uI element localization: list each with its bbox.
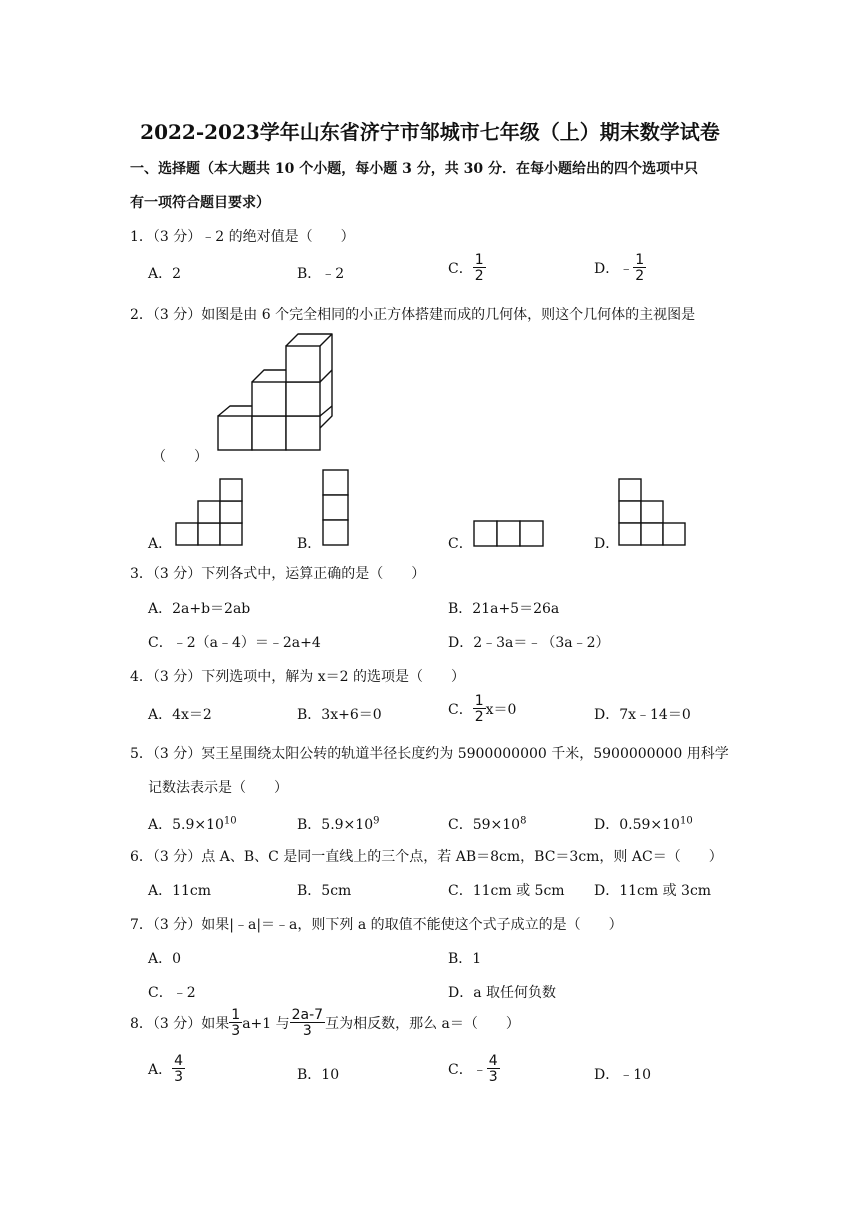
q7-option-a: A．0 — [148, 951, 182, 967]
q2-answer-paren: （ ） — [152, 449, 208, 465]
fraction-numerator: 4 — [174, 1053, 184, 1069]
q4-option-c — [448, 694, 516, 724]
fraction-numerator: 1 — [474, 252, 484, 268]
q8-stem-middle: a+1 与 — [242, 1016, 290, 1032]
section-header-line2: 有一项符合题目要求） — [130, 195, 270, 211]
question-8-stem — [130, 1008, 520, 1038]
q1-option-d — [594, 253, 646, 283]
fraction-numerator: 1 — [231, 1007, 241, 1023]
fraction-numerator: 2a-7 — [291, 1007, 324, 1023]
q8-option-a-fraction — [172, 1054, 185, 1084]
q5-option-b — [297, 814, 379, 834]
q5-option-a — [148, 814, 237, 834]
q2-option-d-label: D． — [594, 536, 620, 552]
q8-fraction-expression — [290, 1008, 325, 1038]
fraction-numerator: 1 — [635, 252, 645, 268]
fraction-denominator: 2 — [635, 268, 645, 284]
q5-option-c-base: C．59×10 — [448, 817, 521, 833]
q2-option-c-figure — [473, 520, 545, 548]
q1-option-c — [448, 253, 486, 283]
q8-option-b: B．10 — [297, 1067, 340, 1083]
q3-option-c: C．﹣2（a﹣4）＝﹣2a+4 — [148, 635, 321, 651]
q6-option-b: B．5cm — [297, 883, 352, 899]
q1-option-a: A．2 — [148, 266, 182, 282]
fraction-denominator: 3 — [174, 1069, 184, 1085]
q5-option-d — [594, 814, 693, 834]
q6-option-d: D．11cm 或 3cm — [594, 883, 712, 899]
fraction-denominator: 2 — [474, 268, 484, 284]
q3-option-b: B．21a+5＝26a — [448, 601, 560, 617]
q4-option-d: D．7x﹣14＝0 — [594, 707, 691, 723]
q1-option-c-label: C． — [448, 261, 473, 277]
question-5-stem-line2: 记数法表示是（ ） — [148, 780, 288, 796]
q8-fraction-one-third — [229, 1008, 242, 1038]
q2-option-d-figure — [618, 478, 688, 548]
question-1-stem: 1．（3 分）﹣2 的绝对值是（ ） — [130, 229, 355, 245]
q4-option-b: B．3x+6＝0 — [297, 707, 382, 723]
section-header-line1: 一、选择题（本大题共 10 个小题，每小题 3 分，共 30 分．在每小题给出的四个选项中只 — [130, 161, 698, 177]
q2-option-a-figure — [175, 478, 245, 546]
q8-option-d: D．﹣10 — [594, 1067, 652, 1083]
question-7-stem: 7．（3 分）如果|﹣a|＝﹣a，则下列 a 的取值不能使这个式子成立的是（ ） — [130, 917, 623, 933]
question-2-stem: 2．（3 分）如图是由 6 个完全相同的小正方体搭建而成的几何体，则这个几何体的主视图是 — [130, 307, 696, 323]
q8-option-c-label: C．﹣ — [448, 1062, 487, 1078]
q1-option-d-fraction — [633, 253, 646, 283]
fraction-denominator: 2 — [474, 709, 484, 725]
q2-option-b-figure — [322, 469, 350, 547]
q3-option-a: A．2a+b＝2ab — [148, 601, 251, 617]
q6-option-c: C．11cm 或 5cm — [448, 883, 565, 899]
q5-option-d-base: D．0.59×10 — [594, 817, 680, 833]
q1-option-c-fraction — [473, 253, 486, 283]
q6-option-a: A．11cm — [148, 883, 212, 899]
fraction-denominator: 3 — [488, 1069, 498, 1085]
q5-option-c — [448, 814, 526, 834]
q2-option-c-label: C． — [448, 536, 473, 552]
q8-option-a — [148, 1054, 185, 1084]
q5-option-c-exponent: 8 — [520, 815, 527, 827]
q8-option-c — [448, 1054, 500, 1084]
fraction-denominator: 3 — [231, 1023, 241, 1039]
q7-option-d: D．a 取任何负数 — [448, 985, 557, 1001]
q4-option-a: A．4x＝2 — [148, 707, 212, 723]
q5-option-b-exponent: 9 — [373, 815, 380, 827]
q5-option-a-exponent: 10 — [223, 815, 237, 827]
fraction-numerator: 1 — [474, 693, 484, 709]
q4-option-c-label: C． — [448, 702, 473, 718]
q7-option-c: C．﹣2 — [148, 985, 196, 1001]
fraction-numerator: 4 — [488, 1053, 498, 1069]
q1-option-d-label: D．﹣ — [594, 261, 634, 277]
page-title: 2022-2023学年山东省济宁市邹城市七年级（上）期末数学试卷 — [140, 120, 720, 144]
q8-option-c-fraction — [487, 1054, 500, 1084]
question-4-stem: 4．（3 分）下列选项中，解为 x＝2 的选项是（ ） — [130, 669, 465, 685]
q2-option-b-label: B． — [297, 536, 322, 552]
q5-option-d-exponent: 10 — [679, 815, 693, 827]
q4-option-c-fraction — [473, 694, 486, 724]
q8-stem-suffix: 互为相反数，那么 a＝（ ） — [325, 1016, 520, 1032]
q7-option-b: B．1 — [448, 951, 482, 967]
q1-option-b: B．﹣2 — [297, 266, 345, 282]
q8-option-a-label: A． — [148, 1062, 173, 1078]
q4-option-c-rest: x＝0 — [485, 702, 517, 718]
fraction-denominator: 3 — [290, 1022, 325, 1038]
q8-stem-prefix: 8．（3 分）如果 — [130, 1016, 230, 1032]
question-6-stem: 6．（3 分）点 A、B、C 是同一直线上的三个点，若 AB＝8cm，BC＝3cm，则 AC＝（ ） — [130, 849, 723, 865]
question-3-stem: 3．（3 分）下列各式中，运算正确的是（ ） — [130, 566, 426, 582]
q5-option-b-base: B．5.9×10 — [297, 817, 374, 833]
q3-option-d: D．2﹣3a＝﹣（3a﹣2） — [448, 635, 610, 651]
question-5-stem-line1: 5．（3 分）冥王星围绕太阳公转的轨道半径长度约为 5900000000 千米，5900000000 用科学 — [130, 746, 729, 762]
q2-option-a-label: A． — [148, 536, 173, 552]
q5-option-a-base: A．5.9×10 — [148, 817, 224, 833]
q2-solid-figure — [210, 332, 340, 456]
